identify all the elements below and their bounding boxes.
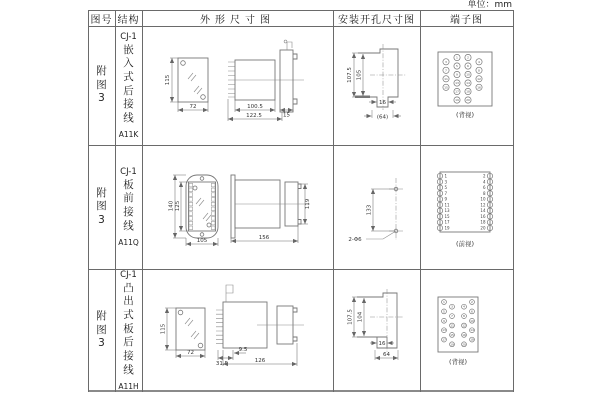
terminal-diagram-a11h [420,269,513,392]
fig-no-text: 附图3 [96,186,107,226]
svg-text:17: 17 [455,89,459,94]
svg-text:20: 20 [466,98,470,103]
view-label: (背视) [455,111,475,119]
svg-text:1: 1 [443,300,445,304]
outline-drawing-a11k [142,26,333,145]
svg-text:11: 11 [444,202,450,208]
outline-drawing-a11q [142,145,333,269]
dim-cutout-width: (64) [376,114,389,121]
svg-text:20: 20 [480,225,486,231]
terminal-diagram-a11k [420,26,513,145]
terminal-circles [437,173,492,230]
dim-total-depth: 122.5 [246,113,262,119]
fig-no-text: 附图3 [96,310,107,350]
svg-text:7: 7 [444,190,448,196]
dim-rear-height: 119 [305,198,311,210]
svg-text:14: 14 [480,208,486,214]
svg-text:19: 19 [450,342,454,347]
svg-text:8: 8 [482,190,486,196]
svg-text:13: 13 [444,208,450,214]
svg-text:7: 7 [451,314,453,319]
fig-no-row1 [88,26,115,145]
fig-no-row3 [88,269,115,392]
terminal-circles [442,300,475,347]
header-terminal: 端子图 [450,14,483,26]
dim-width: 105 [196,238,208,244]
type-code: A11Q [118,238,139,248]
svg-text:13: 13 [442,328,446,333]
structure-row3 [115,269,142,392]
svg-text:5: 5 [443,309,445,314]
svg-text:12: 12 [462,323,466,328]
svg-text:4: 4 [482,179,486,185]
svg-text:3: 3 [444,179,448,185]
dim-offset: 9.5 [238,347,248,353]
front-view [169,175,219,246]
mounting-drawing-a11h [333,269,420,392]
svg-text:11: 11 [444,76,448,81]
dim-notch: 16 [378,341,386,347]
view-label: (前视) [455,240,475,248]
svg-text:19: 19 [455,98,459,103]
dim-width: 72 [189,104,197,110]
svg-text:6: 6 [482,185,486,191]
svg-text:9: 9 [444,196,448,202]
dim-outer-height: 140 [168,200,175,212]
dim-cutout-width: 64 [383,352,390,358]
mounting-drawing-a11k [333,26,420,145]
mounting-drawing-a11q [333,145,420,269]
svg-text:7: 7 [445,68,447,73]
svg-text:5: 5 [444,185,448,191]
svg-text:15: 15 [450,332,454,337]
svg-text:16: 16 [477,85,481,90]
svg-text:10: 10 [480,196,486,202]
svg-text:17: 17 [444,219,450,225]
svg-text:15: 15 [444,85,448,90]
dim-inner-height: 125 [175,200,181,212]
svg-text:18: 18 [480,219,486,225]
svg-text:1: 1 [456,55,458,60]
svg-text:4: 4 [478,59,480,64]
svg-text:12: 12 [477,76,481,81]
svg-text:17: 17 [442,337,446,342]
svg-text:2: 2 [471,300,473,304]
structure-text: 嵌入式后接线 [123,43,134,124]
svg-text:13: 13 [455,81,459,86]
dim-notch: 16 [379,100,386,106]
front-view [161,308,206,358]
svg-text:2: 2 [482,173,486,179]
svg-text:18: 18 [470,337,474,342]
svg-text:4: 4 [463,304,465,309]
svg-text:10: 10 [466,72,470,77]
dim-cutout-outer: 107.5 [347,67,353,83]
view-label: (背视) [448,358,468,366]
svg-text:9: 9 [456,72,458,77]
structure-row1 [115,26,142,145]
svg-text:16: 16 [462,332,466,337]
svg-text:5: 5 [456,64,458,69]
structure-text: 板前接线 [123,178,134,232]
dim-flange: 15 [283,112,290,119]
svg-text:10: 10 [470,318,474,323]
type-code: A11K [118,130,139,140]
svg-text:15: 15 [444,213,450,219]
svg-text:6: 6 [467,64,469,69]
svg-text:20: 20 [462,342,466,347]
dim-depth: 156 [258,235,270,241]
dim-hole-pitch: 133 [366,204,373,216]
model-label: CJ-1 [120,269,137,280]
svg-text:11: 11 [450,323,454,328]
dim-height: 115 [165,74,171,86]
header-mounting: 安装开孔尺寸图 [338,14,415,26]
structure-text: 凸出式板后接线 [123,281,134,376]
dim-width: 72 [187,350,194,356]
svg-text:14: 14 [466,81,470,86]
terminal-circles [443,54,482,103]
svg-text:2: 2 [467,55,469,60]
header-fig-no: 图号 [90,14,113,26]
type-code: A11H [118,382,139,392]
front-view [165,58,208,112]
dim-total-depth: 126 [254,358,266,364]
structure-row2 [115,145,142,269]
svg-text:9: 9 [443,318,445,323]
svg-text:3: 3 [445,59,447,64]
model-label: CJ-1 [120,166,137,177]
svg-text:8: 8 [463,314,465,319]
terminal-diagram-a11q [420,145,513,269]
table-border-right [513,10,514,392]
svg-text:6: 6 [471,309,473,314]
header-structure: 结构 [117,14,140,26]
dim-cutout-inner: 104 [357,311,364,323]
unit-label: 单位：mm [467,0,512,10]
dim-body-depth: 100.5 [247,104,263,110]
dim-pin-depth: 31.5 [215,361,229,367]
dim-cutout-outer: 107.5 [347,309,354,325]
dim-cutout-inner: 105 [356,69,363,81]
side-view [231,175,311,243]
header-outline: 外形尺寸图 [200,14,275,26]
side-view [228,40,304,121]
svg-text:16: 16 [480,213,486,219]
dim-height: 115 [160,323,167,335]
svg-text:19: 19 [444,225,450,231]
model-label: CJ-1 [120,31,137,42]
svg-text:3: 3 [451,304,453,309]
svg-text:14: 14 [470,328,474,333]
svg-text:8: 8 [478,68,480,73]
hole-spec: 2-Φ6 [348,237,362,243]
outline-drawing-a11h [142,269,333,392]
svg-text:18: 18 [466,89,470,94]
svg-text:1: 1 [444,173,448,179]
terminal-strips [189,183,215,229]
fig-no-row2 [88,145,115,269]
svg-text:12: 12 [480,202,486,208]
fig-no-text: 附图3 [96,65,107,105]
side-view [216,285,304,367]
